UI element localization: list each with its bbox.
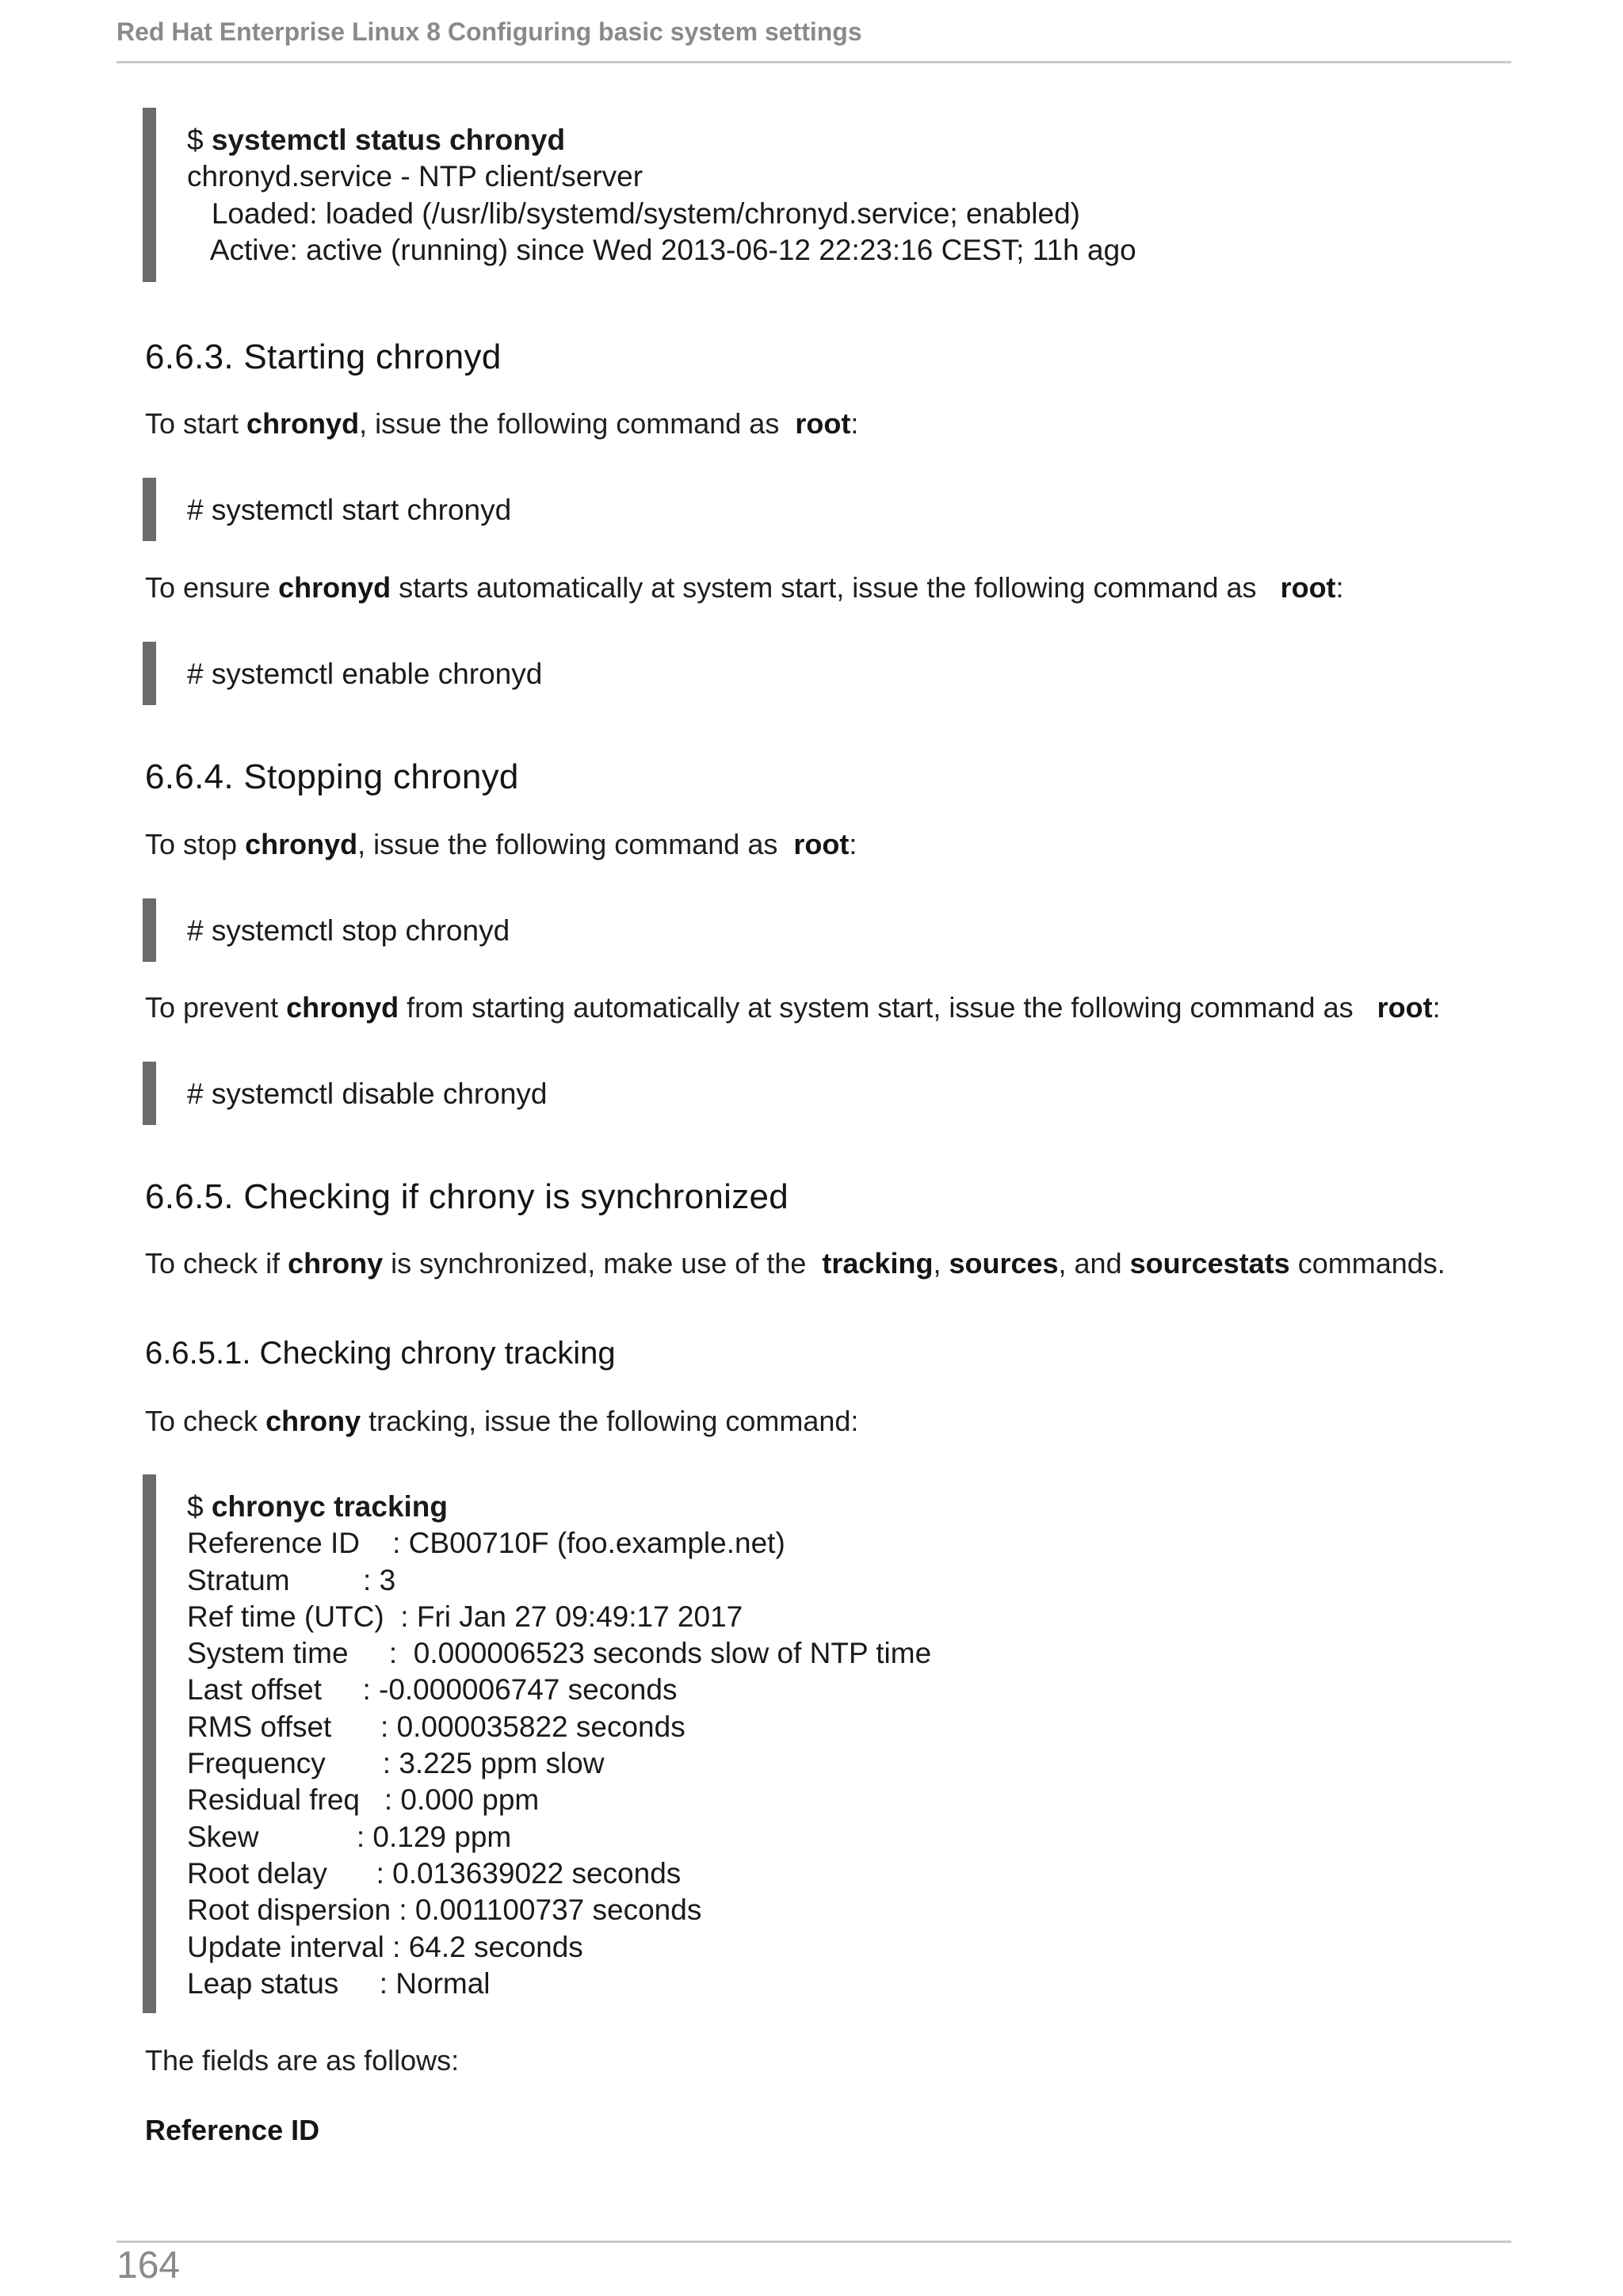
heading-6-6-5-1: 6.6.5.1. Checking chrony tracking [145,1336,616,1371]
term-reference-id: Reference ID [145,2114,320,2146]
code-block-disable [143,1062,547,1125]
code-block-tracking [143,1474,931,2013]
footer-rule [116,2241,1511,2243]
code-tracking: $ chronyc tracking Reference ID : CB00710F (foo.example.net) Stratum : 3 Ref time (UTC) : Fri Jan 27 09:49:17 2017 System time : 0.000006523 seconds slow of NTP time Last offset : -0.000006747 seconds RMS offset : 0.000035822 seconds Frequency : 3.225 ppm slow Residual freq : 0.000 ppm Skew : 0.129 ppm Root delay : 0.013639022 seconds Root dispersion : 0.001100737 seconds Update interval : 64.2 seconds Leap status : Normal [187,1490,932,2000]
code-block-start [143,478,511,541]
paragraph-disable: To prevent chronyd from starting automatically at system start, issue the following command as root: [145,991,1441,1024]
code-block-status [143,108,1136,282]
paragraph-enable: To ensure chronyd starts automatically at system start, issue the following command as root: [145,571,1344,604]
code-stop: # systemctl stop chronyd [187,914,510,947]
code-enable: # systemctl enable chronyd [187,658,543,690]
heading-6-6-5: 6.6.5. Checking if chrony is synchronized [145,1177,789,1216]
code-start: # systemctl start chronyd [187,494,512,526]
paragraph-fields-intro: The fields are as follows: [145,2044,460,2077]
code-status: $ systemctl status chronyd chronyd.service - NTP client/server Loaded: loaded (/usr/lib/systemd/system/chronyd.service; enabled) Active: active (running) since Wed 2013-06-12 22:23:16 CEST; 11h ago [187,124,1136,266]
code-block-enable [143,642,542,705]
paragraph-check-sync: To check if chrony is synchronized, make use of the tracking, sources, and sourcestats commands. [145,1247,1445,1280]
paragraph-stop: To stop chronyd, issue the following command as root: [145,828,857,860]
running-header: Red Hat Enterprise Linux 8 Configuring basic system settings [116,17,862,46]
page-number: 164 [116,2245,181,2286]
code-disable: # systemctl disable chronyd [187,1077,548,1110]
paragraph-start: To start chronyd, issue the following command as root: [145,407,859,440]
heading-6-6-3: 6.6.3. Starting chronyd [145,338,502,376]
heading-6-6-4: 6.6.4. Stopping chronyd [145,757,519,796]
code-block-stop [143,898,510,962]
header-rule [116,61,1511,63]
paragraph-check-tracking: To check chrony tracking, issue the following command: [145,1405,859,1437]
